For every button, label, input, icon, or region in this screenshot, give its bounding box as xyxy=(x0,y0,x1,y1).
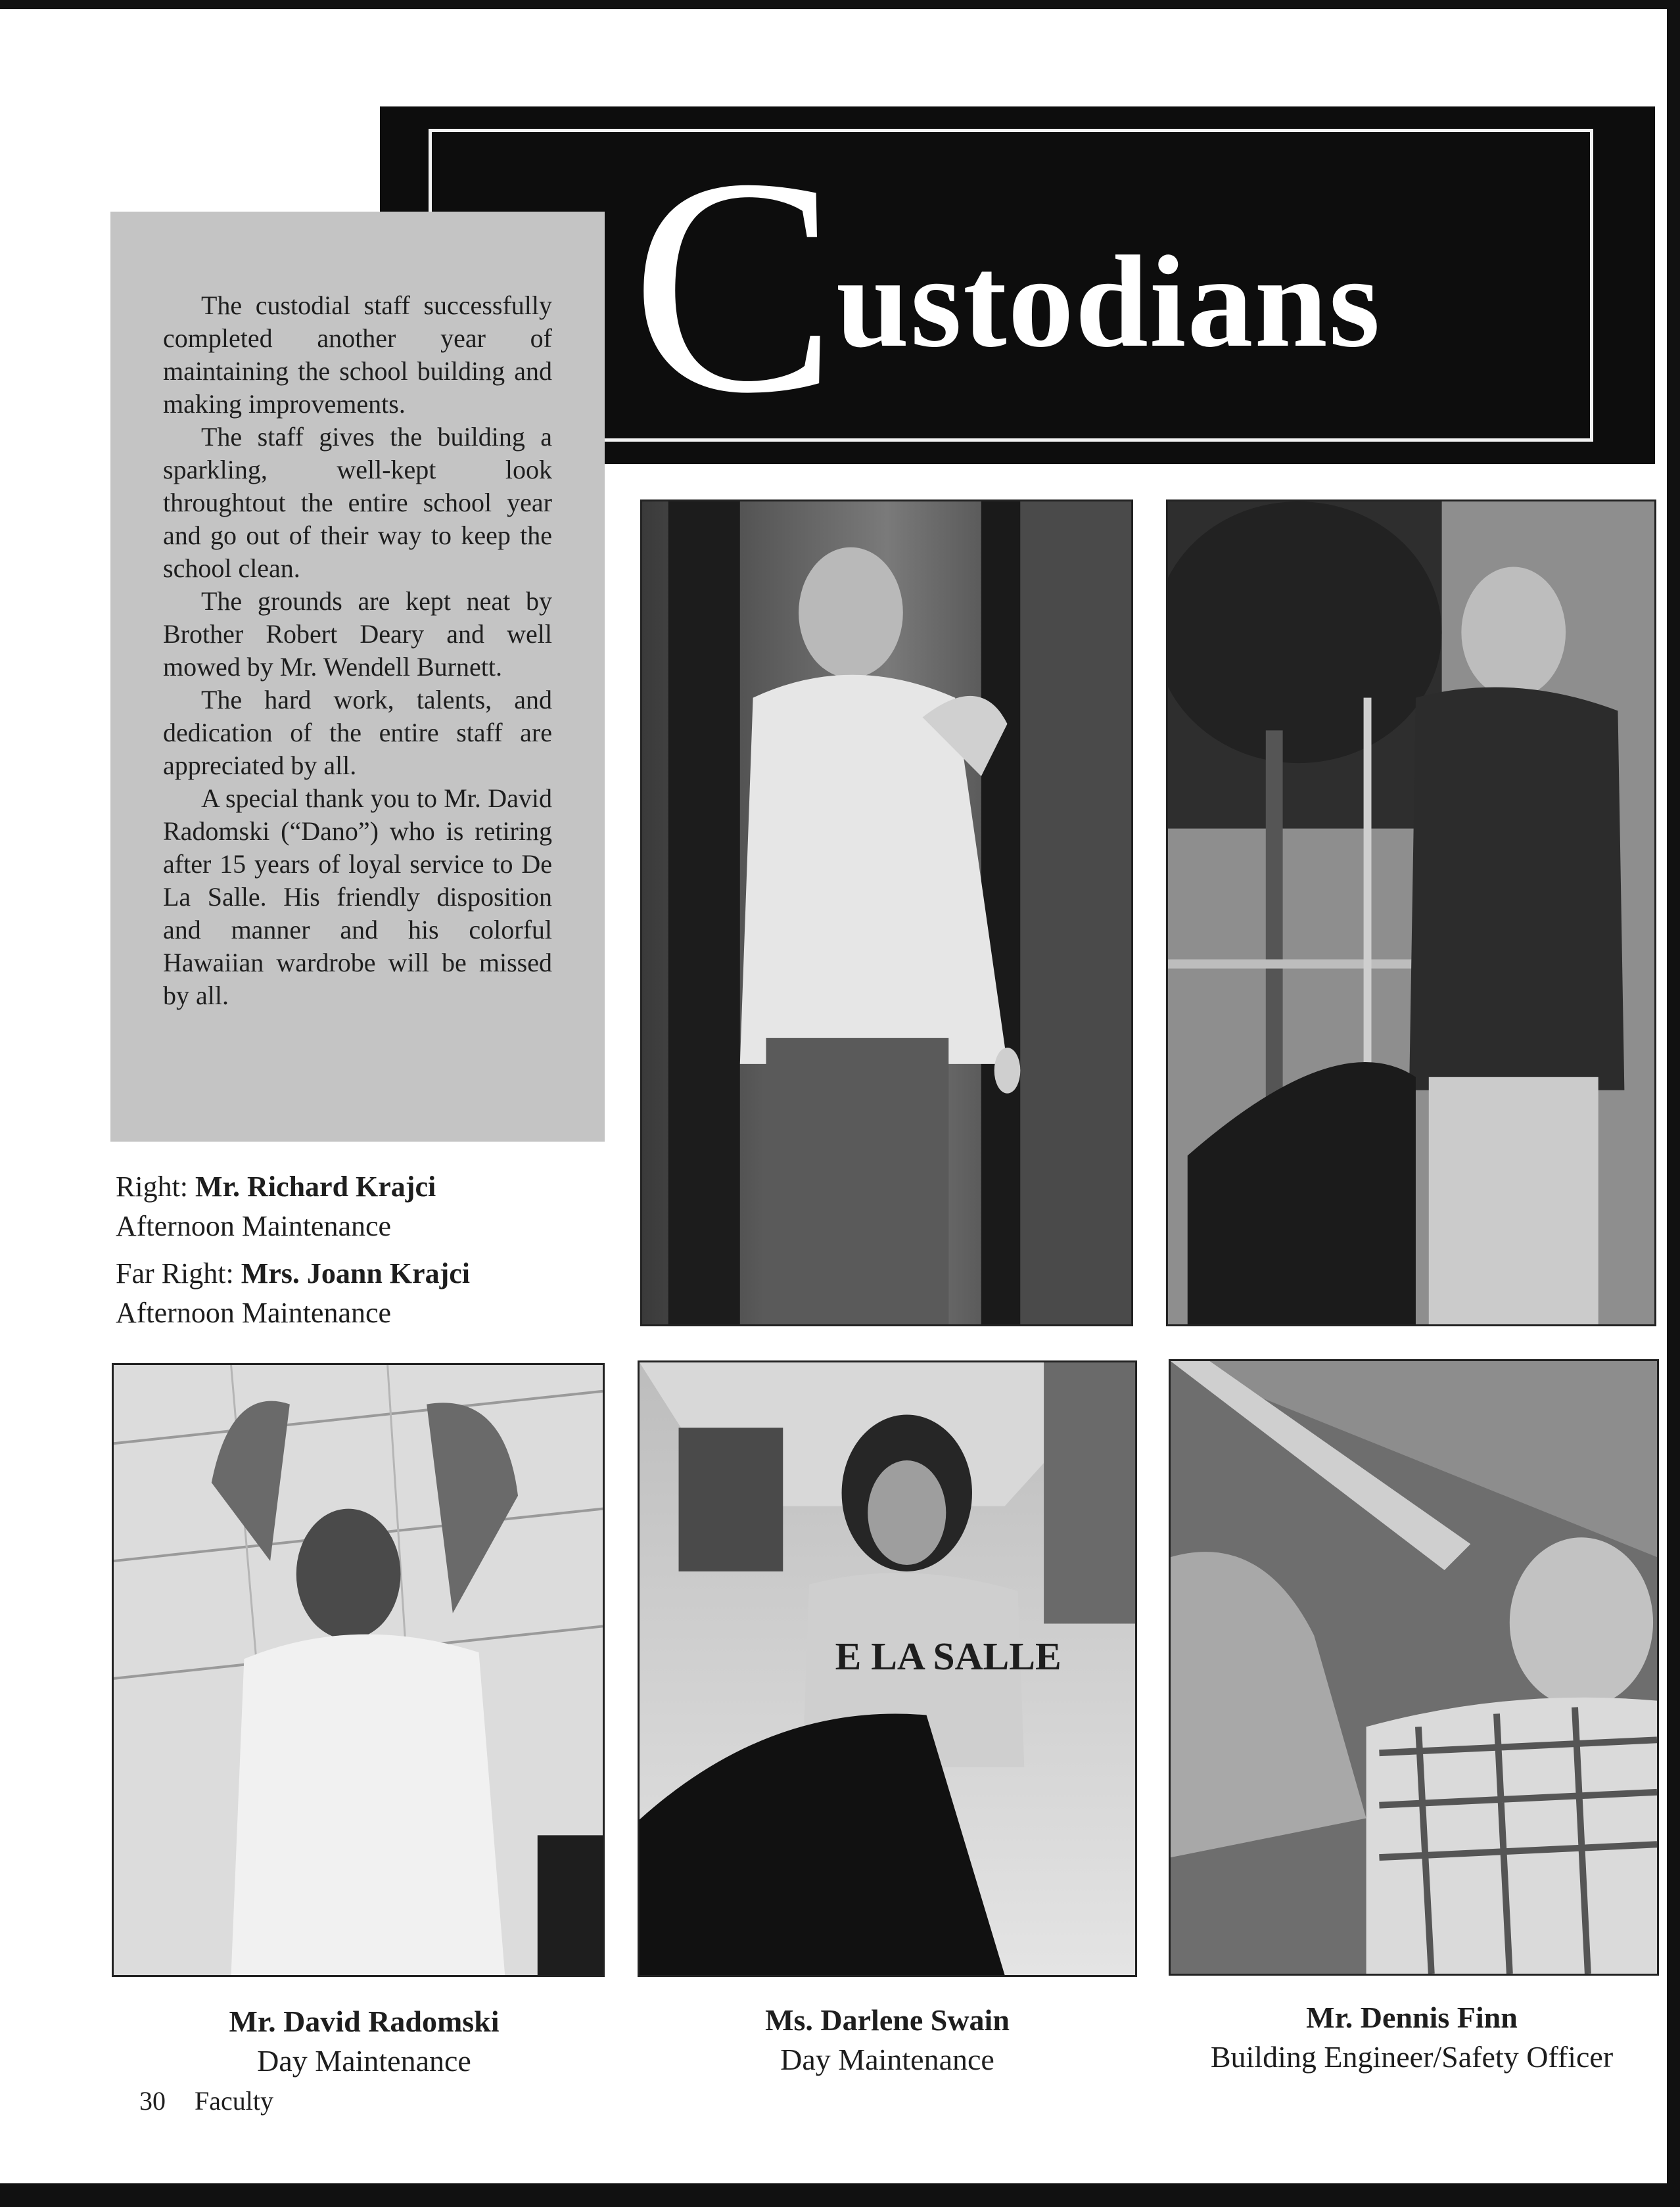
caption-radomski xyxy=(114,2002,614,2081)
caption-far-right xyxy=(116,1254,615,1333)
intro-paragraph: The custodial staff successfully completed another year of maintaining the school building and making improvements. xyxy=(163,290,552,419)
caption-prefix: Far Right: xyxy=(116,1257,241,1289)
caption-line xyxy=(116,1167,615,1207)
caption-name: Mr. Richard Krajci xyxy=(195,1171,436,1203)
caption-name: Mr. Dennis Finn xyxy=(1306,2001,1518,2034)
intro-paragraph: The staff gives the building a sparkling, well-kept look throughtout the entire school year and go out of their way to keep the school clean. xyxy=(163,422,552,583)
section-name: Faculty xyxy=(195,2086,273,2116)
scan-border-bottom xyxy=(0,2183,1680,2207)
caption-name: Ms. Darlene Swain xyxy=(765,2003,1010,2037)
caption-role: Building Engineer/Safety Officer xyxy=(1210,2040,1614,2074)
caption-prefix: Right: xyxy=(116,1171,196,1203)
caption-role: Afternoon Maintenance xyxy=(116,1297,392,1329)
caption-line xyxy=(116,1254,615,1293)
shirt-text: E LA SALLE xyxy=(835,1634,1062,1679)
caption-role: Day Maintenance xyxy=(257,2044,471,2078)
title-initial: C xyxy=(631,114,837,457)
title-rest: ustodians xyxy=(836,229,1382,375)
photo-darlene-swain xyxy=(638,1360,1137,1977)
page-number: 30 xyxy=(139,2086,166,2116)
scan-border-right xyxy=(1667,0,1680,2207)
intro-paragraph: The hard work, talents, and dedication of the entire staff are appreciated by all. xyxy=(163,685,552,780)
caption-name: Mr. David Radomski xyxy=(229,2005,500,2038)
photo-richard-krajci xyxy=(640,499,1133,1326)
caption-role: Day Maintenance xyxy=(780,2043,994,2076)
photo-dennis-finn xyxy=(1169,1359,1659,1976)
page-title xyxy=(631,114,1591,457)
intro-text xyxy=(163,289,552,1012)
scan-border-top xyxy=(0,0,1680,9)
intro-paragraph: A special thank you to Mr. David Radomski (“Dano”) who is retiring after 15 years of loyal service to De La Salle. His friendly disposition and manner and his colorful Hawaiian wardrobe will be missed by all. xyxy=(163,783,552,1010)
photo-david-radomski xyxy=(112,1363,605,1977)
caption-right xyxy=(116,1167,615,1246)
caption-finn xyxy=(1157,1998,1667,2077)
page-footer xyxy=(139,2085,273,2118)
caption-role: Afternoon Maintenance xyxy=(116,1210,392,1242)
caption-name: Mrs. Joann Krajci xyxy=(241,1257,470,1289)
caption-swain xyxy=(638,2001,1137,2079)
photo-joann-krajci xyxy=(1166,499,1656,1326)
intro-paragraph: The grounds are kept neat by Brother Robert Deary and well mowed by Mr. Wendell Burnett. xyxy=(163,586,552,682)
intro-box xyxy=(110,212,605,1142)
